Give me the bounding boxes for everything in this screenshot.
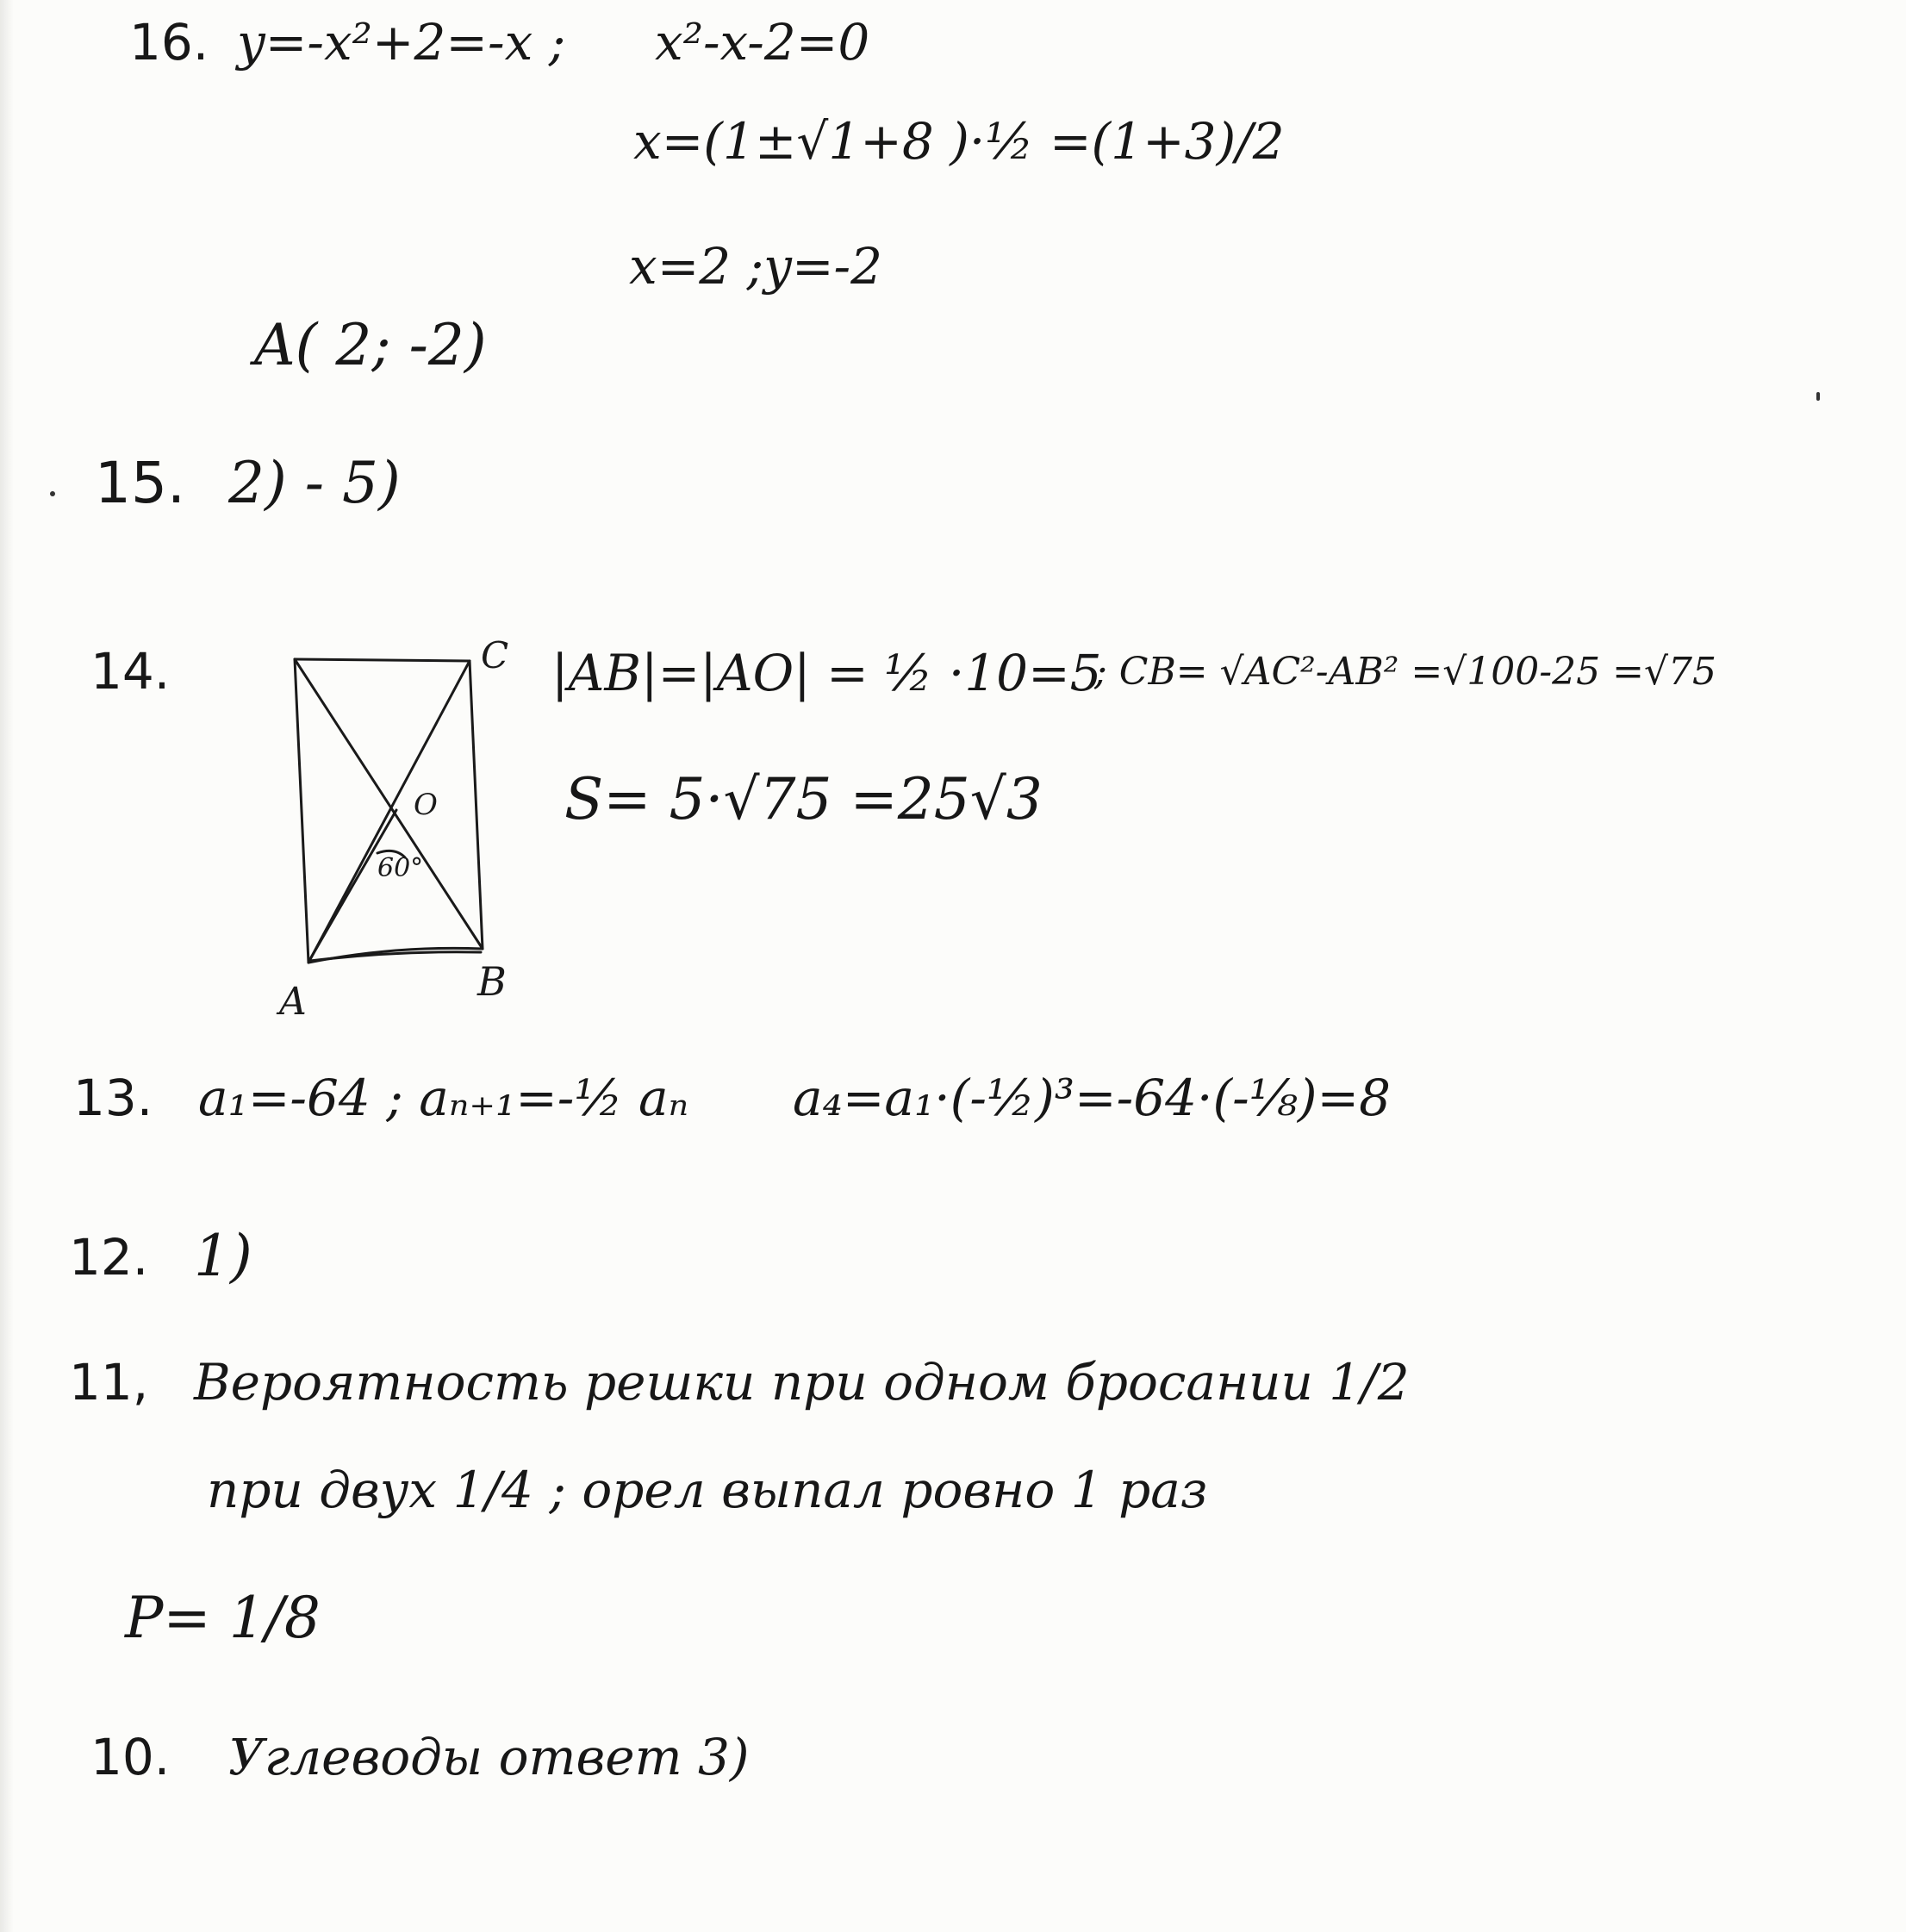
diagonal-ac [308, 661, 470, 963]
problem-11-line-1: Вероятность решки при одном бросании 1/2 [194, 1353, 1410, 1412]
problem-11-answer: P= 1/8 [125, 1585, 321, 1651]
problem-15-answer: 2) - 5) [228, 450, 401, 516]
rect-bottom-edge-ab [308, 948, 483, 963]
center-label-o: O [414, 788, 438, 822]
problem-16-equation-2: x²-x-2=0 [655, 13, 870, 72]
paper-edge-shadow [0, 0, 14, 1932]
problem-11-line-2: при двух 1/4 ; орел выпал ровно 1 раз [207, 1461, 1208, 1519]
rect-right-edge [470, 661, 483, 949]
rectangle-diagram [276, 634, 534, 1024]
vertex-label-a: A [279, 980, 307, 1024]
vertex-label-c: C [481, 634, 509, 676]
ink-speck [50, 491, 55, 496]
rect-top-edge [295, 659, 470, 661]
problem-16-number: 16. [129, 13, 209, 72]
problem-10-number: 10. [90, 1728, 171, 1786]
problem-11-number: 11, [69, 1353, 149, 1412]
problem-13-equation-2: a₄=a₁·(-½)³=-64·(-⅛)=8 [793, 1069, 1392, 1127]
problem-14-equation-2: ; CB= √AC²-AB² =√100-25 =√75 [1094, 650, 1717, 694]
problem-12-number: 12. [69, 1228, 149, 1287]
problem-10-answer: Углеводы ответ 3) [228, 1728, 750, 1786]
problem-13-number: 13. [73, 1069, 153, 1127]
problem-16-answer: A( 2; -2) [254, 312, 487, 378]
angle-label: 60° [377, 853, 424, 883]
rect-left-edge [295, 659, 308, 963]
diagonal-db [295, 659, 483, 949]
problem-14-number: 14. [90, 642, 171, 701]
problem-15-number: 15. [95, 450, 185, 516]
problem-16-equation-3: x=(1±√1+8 )·½ =(1+3)/2 [633, 112, 1285, 171]
ink-speck [1816, 392, 1820, 401]
problem-14-area: S= 5·√75 =25√3 [564, 766, 1043, 832]
problem-16-equation-1: y=-x²+2=-x ; [237, 13, 566, 72]
vertex-label-b: B [477, 958, 507, 1005]
problem-16-equation-4: x=2 ;y=-2 [629, 237, 883, 296]
ao-emphasis-stroke [310, 810, 396, 959]
problem-14-equation-1: |AB|=|AO| = ½ ·10=5 [551, 644, 1102, 702]
problem-13-equation-1: a₁=-64 ; aₙ₊₁=-½ aₙ [198, 1069, 689, 1127]
problem-12-answer: 1) [194, 1223, 252, 1289]
